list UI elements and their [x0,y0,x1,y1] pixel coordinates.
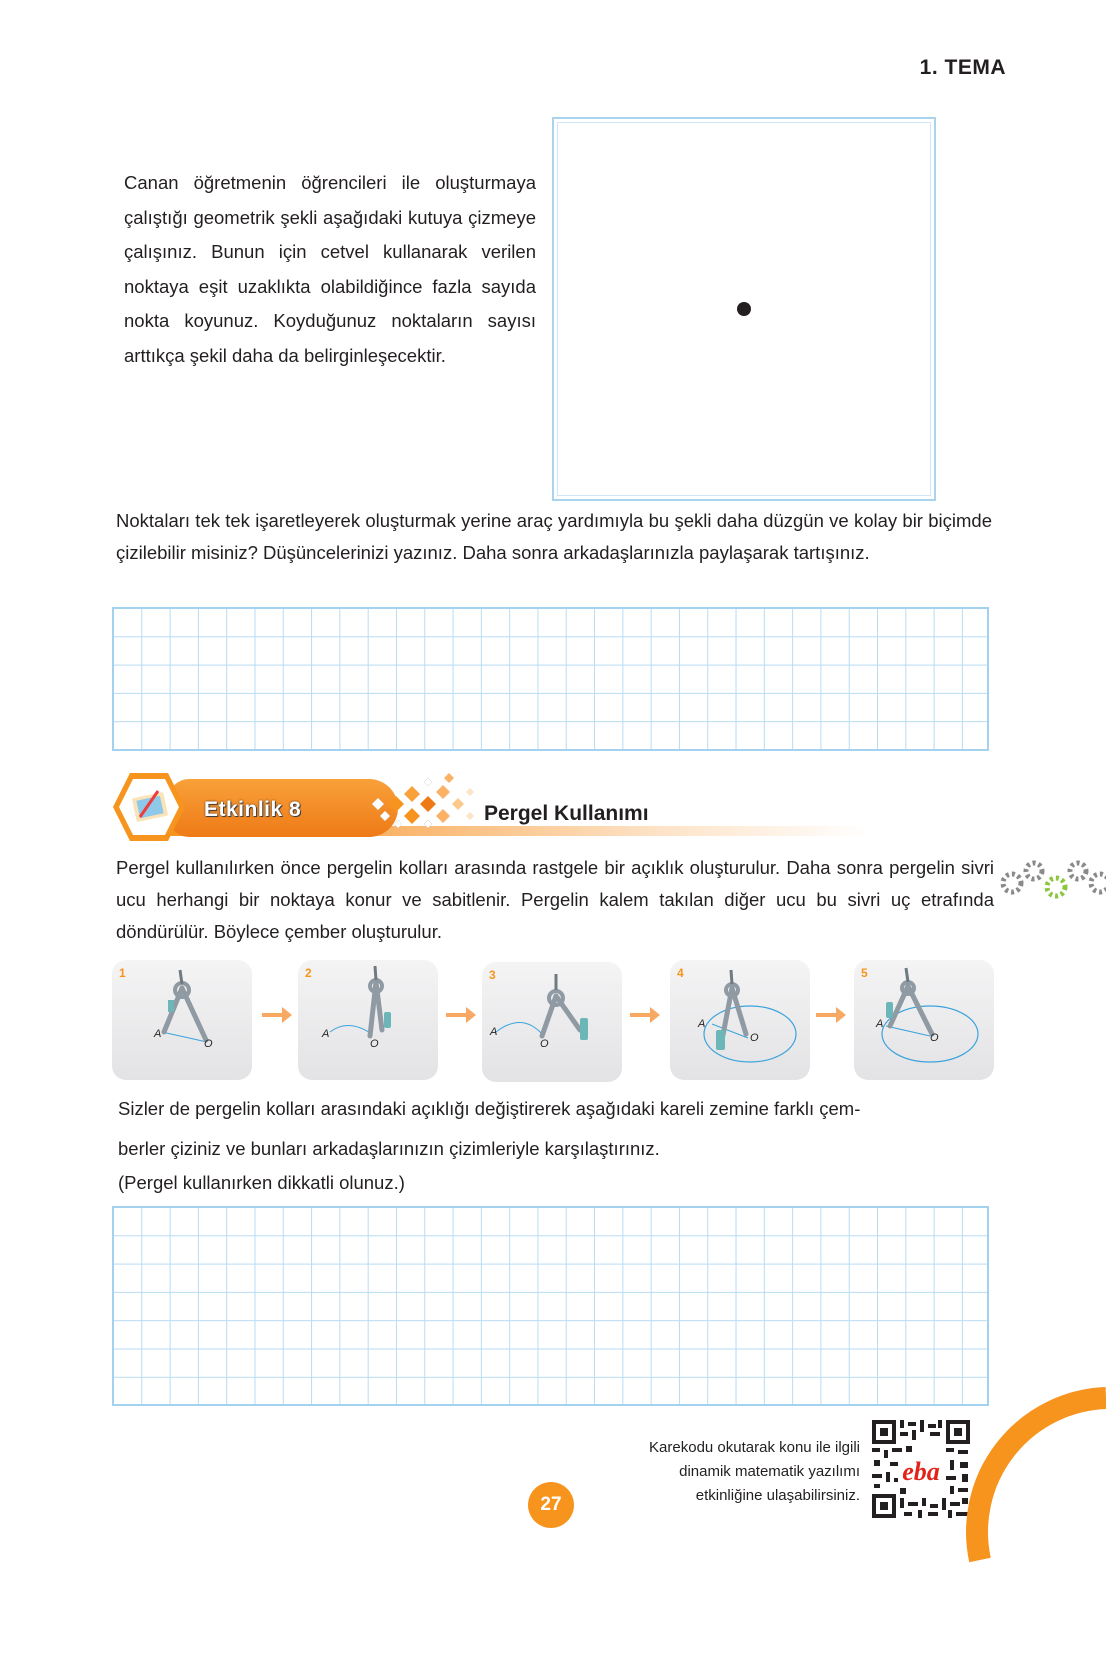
task-line-1: Sizler de pergelin kolları arasındaki açıklığı değiştirerek aşağıdaki kareli zemine farklı çem- [118,1098,861,1119]
question-paragraph: Noktaları tek tek işaretleyerek oluşturmak yerine araç yardımıyla bu şekli daha düzgün ve kolay bir biçimde çizilebilir misiniz? Düşüncelerinizi yazınız. Daha sonra arkadaşlarınızla paylaşarak tartışınız. [116,510,992,563]
point-o-label: O [930,1032,939,1044]
step-card [112,960,252,1080]
page-number: 27 [528,1482,574,1528]
compass-icon [298,960,438,1080]
activity-title: Pergel Kullanımı [484,802,649,825]
activity-description: Pergel kullanılırken önce pergelin kolları arasında rastgele bir açıklık oluşturulur. Daha sonra pergelin sivri ucu herhangi bir noktaya konur ve sabitlenir. Pergelin kalem takılan diğer ucu bu sivri uç etrafında döndürülür. Böylece çember oluşturulur. [116,857,994,942]
theme-title: 1. TEMA [919,56,1006,79]
intro-paragraph: Canan öğretmenin öğrencileri ile oluşturmaya çalıştığı geometrik şekli aşağıdaki kutuya çizmeye çalışınız. Bunun için cetvel kullanarak verilen noktaya eşit uzaklıkta olabildiğince fazla sayıda nokta koyunuz. Koyduğunuz noktaların sayısı arttıkça şekil daha da belirginleşecektir. [124,172,536,366]
center-point [737,302,751,316]
activity-label: Etkinlik 8 [204,798,302,821]
arrow-right-icon [630,1006,660,1024]
qr-text-line: dinamik matematik yazılımı [679,1463,860,1480]
answer-grid[interactable] [112,607,989,751]
point-a-label: A [876,1018,884,1030]
step-number: 1 [119,966,126,980]
safety-note: (Pergel kullanırken dikkatli olunuz.) [118,1172,405,1193]
point-o-label: O [750,1032,759,1044]
point-a-label: A [154,1028,162,1040]
step-number: 5 [861,966,868,980]
drawing-grid[interactable] [112,1206,989,1406]
step-card [482,962,622,1082]
arrow-right-icon [262,1006,292,1024]
gears-icon [998,855,1106,905]
qr-logo-text: eba [902,1457,940,1486]
point-o-label: O [204,1038,213,1050]
compass-icon [670,960,810,1080]
step-number: 4 [677,966,684,980]
activity-hex-icon [112,771,186,843]
task-line-2: berler çiziniz ve bunları arkadaşlarınızın çizimleriyle karşılaştırınız. [118,1138,660,1159]
compass-icon [854,960,994,1080]
corner-arc-decoration [950,1376,1106,1676]
step-number: 3 [489,968,496,982]
step-card [854,960,994,1080]
step-card [298,960,438,1080]
compass-icon [112,960,252,1080]
point-a-label: A [698,1018,706,1030]
arrow-right-icon [816,1006,846,1024]
step-card [670,960,810,1080]
decor-diamonds-icon [368,772,483,836]
qr-instructions [560,1436,860,1508]
compass-icon [482,962,622,1082]
qr-text-line: etkinliğine ulaşabilirsiniz. [695,1487,860,1504]
qr-text-line: Karekodu okutarak konu ile ilgili [649,1439,860,1456]
point-o-label: O [370,1038,379,1050]
step-number: 2 [305,966,312,980]
point-a-label: A [322,1028,330,1040]
arrow-right-icon [446,1006,476,1024]
point-o-label: O [540,1038,549,1050]
point-a-label: A [490,1026,498,1038]
